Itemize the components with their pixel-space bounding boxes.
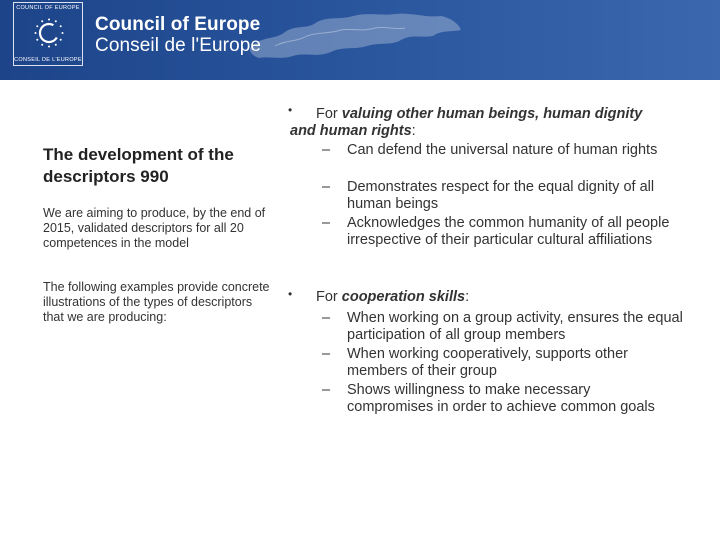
bullet-1-heading bbox=[290, 106, 660, 140]
bullet-2-prefix: For bbox=[316, 289, 342, 305]
brand-line-english: Council of Europe bbox=[95, 14, 261, 35]
bullet-2-emphasis: cooperation skills bbox=[341, 289, 466, 305]
logo-top-text: COUNCIL OF EUROPE bbox=[16, 5, 80, 11]
dash-marker: – bbox=[322, 382, 331, 398]
intro-paragraph: We are aiming to produce, by the end of 2015, validated descriptors for all 20 competences in the model bbox=[43, 206, 266, 250]
examples-paragraph: The following examples provide concrete illustrations of the types of descriptors that we are producing: bbox=[43, 280, 270, 324]
bullet-2-item-1: When working on a group activity, ensures the equal participation of all group members bbox=[347, 310, 683, 343]
bullet-2-suffix: : bbox=[465, 289, 470, 305]
dash-marker: – bbox=[322, 179, 331, 195]
brand-line-french: Conseil de l'Europe bbox=[95, 35, 262, 56]
europe-map-graphic bbox=[245, 6, 465, 66]
bullet-1-item-1: Can defend the universal nature of human rights bbox=[347, 142, 658, 158]
bullet-1-item-2: Demonstrates respect for the equal dignity of all human beings bbox=[347, 179, 655, 212]
council-of-europe-logo[interactable] bbox=[13, 2, 83, 66]
bullet-1-prefix: For bbox=[316, 106, 342, 122]
bullet-1-emphasis: valuing other human beings, human dignity and human rights bbox=[290, 106, 643, 139]
dash-marker: – bbox=[322, 310, 331, 326]
council-emblem-icon bbox=[33, 17, 65, 49]
bullet-marker-1: • bbox=[288, 103, 293, 117]
bullet-1-suffix: : bbox=[411, 123, 416, 139]
bullet-2-item-3: Shows willingness to make necessary compromises in order to achieve common goals bbox=[347, 382, 655, 415]
bullet-2-item-2: When working cooperatively, supports other members of their group bbox=[347, 346, 629, 379]
bullet-2-heading bbox=[316, 289, 676, 306]
brand-name bbox=[95, 14, 261, 56]
dash-marker: – bbox=[322, 346, 331, 362]
dash-marker: – bbox=[322, 215, 331, 231]
bullet-1-item-3: Acknowledges the common humanity of all people irrespective of their particular cultural affiliations bbox=[347, 215, 670, 248]
header-banner bbox=[0, 0, 720, 80]
logo-bottom-text: CONSEIL DE L'EUROPE bbox=[14, 57, 82, 63]
bullet-marker-2: • bbox=[288, 287, 293, 301]
page-title: The development of the descriptors 990 bbox=[43, 145, 234, 186]
dash-marker: – bbox=[322, 142, 331, 158]
